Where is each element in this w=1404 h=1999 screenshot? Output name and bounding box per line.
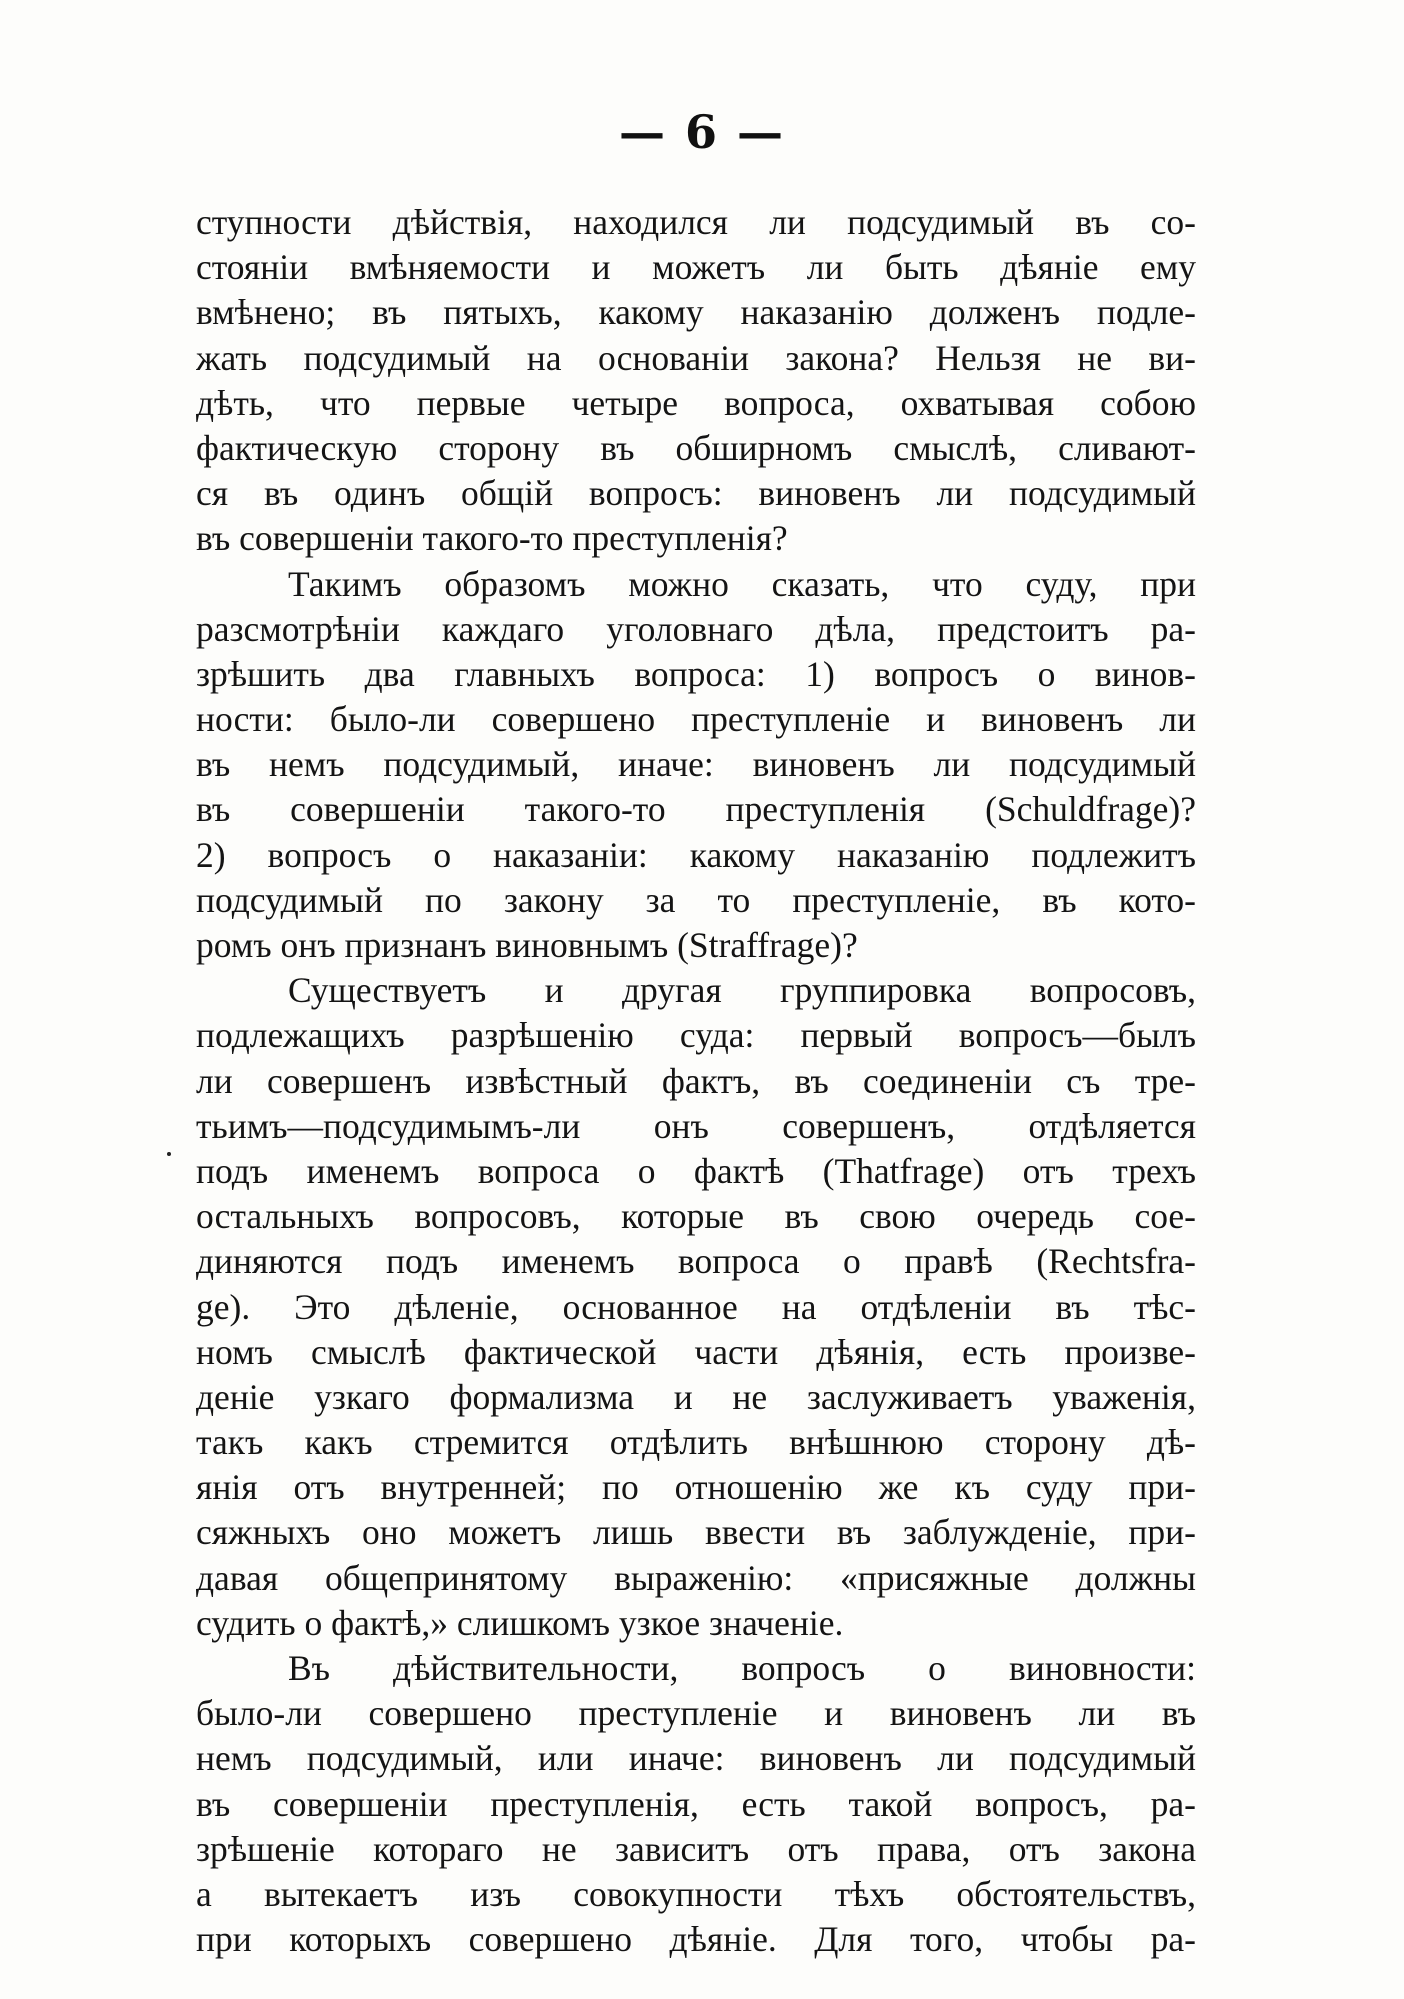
text-line: подлежащихъ разрѣшенію суда: первый вопросъ—былъ <box>196 1015 1196 1056</box>
text-line: тьимъ—подсудимымъ-ли онъ совершенъ, отдѣляется <box>196 1105 1196 1146</box>
text-line: жать подсудимый на основаніи закона? Нельзя не ви- <box>196 337 1196 378</box>
text-line: Такимъ образомъ можно сказать, что суду, при <box>288 563 1196 604</box>
text-line: подсудимый по закону за то преступленіе, въ кото- <box>196 879 1196 920</box>
text-line: при которыхъ совершено дѣяніе. Для того, чтобы ра- <box>196 1919 1196 1960</box>
text-line: ся въ одинъ общій вопросъ: виновенъ ли подсудимый <box>196 473 1196 514</box>
text-line: сяжныхъ оно можетъ лишь ввести въ заблужденіе, при- <box>196 1512 1196 1553</box>
text-line: зрѣшить два главныхъ вопроса: 1) вопросъ о винов- <box>196 653 1196 694</box>
text-line: давая общепринятому выраженію: «присяжные должны <box>196 1557 1196 1598</box>
text-line: разсмотрѣніи каждаго уголовнаго дѣла, предстоитъ ра- <box>196 608 1196 649</box>
text-line: диняются подъ именемъ вопроса о правѣ (Rechtsfra- <box>196 1241 1196 1282</box>
text-line: 2) вопросъ о наказаніи: какому наказанію подлежитъ <box>196 834 1196 875</box>
text-line: зрѣшеніе котораго не зависитъ отъ права, отъ закона <box>196 1828 1196 1869</box>
text-line: Въ дѣйствительности, вопросъ о виновности: <box>288 1648 1196 1688</box>
text-line: ступности дѣйствія, находился ли подсудимый въ со- <box>196 202 1196 242</box>
text-line: подъ именемъ вопроса о фактѣ (Thatfrage) отъ трехъ <box>196 1150 1196 1191</box>
text-line: было-ли совершено преступленіе и виновенъ ли въ <box>196 1693 1196 1734</box>
page-number: — 6 — <box>618 105 786 159</box>
text-line: судить о фактѣ,» слишкомъ узкое значеніе. <box>196 1602 844 1643</box>
body-text <box>196 200 1196 1962</box>
text-line: номъ смыслѣ фактической части дѣянія, есть произве- <box>196 1331 1196 1372</box>
text-line: ge). Это дѣленіе, основанное на отдѣленіи въ тѣс- <box>196 1286 1196 1327</box>
text-line: дѣть, что первые четыре вопроса, охватывая собою <box>196 382 1196 423</box>
text-line: ли совершенъ извѣстный фактъ, въ соединеніи съ тре- <box>196 1060 1196 1101</box>
ink-speck <box>167 1152 171 1156</box>
text-line: ности: было-ли совершено преступленіе и виновенъ ли <box>196 699 1196 740</box>
text-line: въ совершеніи преступленія, есть такой вопросъ, ра- <box>196 1783 1196 1824</box>
text-line: Существуетъ и другая группировка вопросовъ, <box>288 970 1196 1011</box>
text-line: стояніи вмѣняемости и можетъ ли быть дѣяніе ему <box>196 247 1196 288</box>
text-line: въ немъ подсудимый, иначе: виновенъ ли подсудимый <box>196 744 1196 785</box>
text-line: такъ какъ стремится отдѣлить внѣшнюю сторону дѣ- <box>196 1422 1196 1463</box>
text-line: деніе узкаго формализма и не заслуживаетъ уваженія, <box>196 1376 1196 1417</box>
text-line: остальныхъ вопросовъ, которые въ свою очередь сое- <box>196 1196 1196 1237</box>
text-line: немъ подсудимый, или иначе: виновенъ ли подсудимый <box>196 1738 1196 1779</box>
text-line: въ совершеніи такого-то преступленія (Schuldfrage)? <box>196 789 1196 830</box>
text-line: янія отъ внутренней; по отношенію же къ суду при- <box>196 1467 1196 1508</box>
text-line: вмѣнено; въ пятыхъ, какому наказанію долженъ подле- <box>196 292 1196 333</box>
text-line: а вытекаетъ изъ совокупности тѣхъ обстоятельствъ, <box>196 1873 1196 1914</box>
text-line: въ совершеніи такого-то преступленія? <box>196 518 788 559</box>
text-line: ромъ онъ признанъ виновнымъ (Straffrage)? <box>196 925 858 965</box>
text-line: фактическую сторону въ обширномъ смыслѣ, сливают- <box>196 427 1196 468</box>
